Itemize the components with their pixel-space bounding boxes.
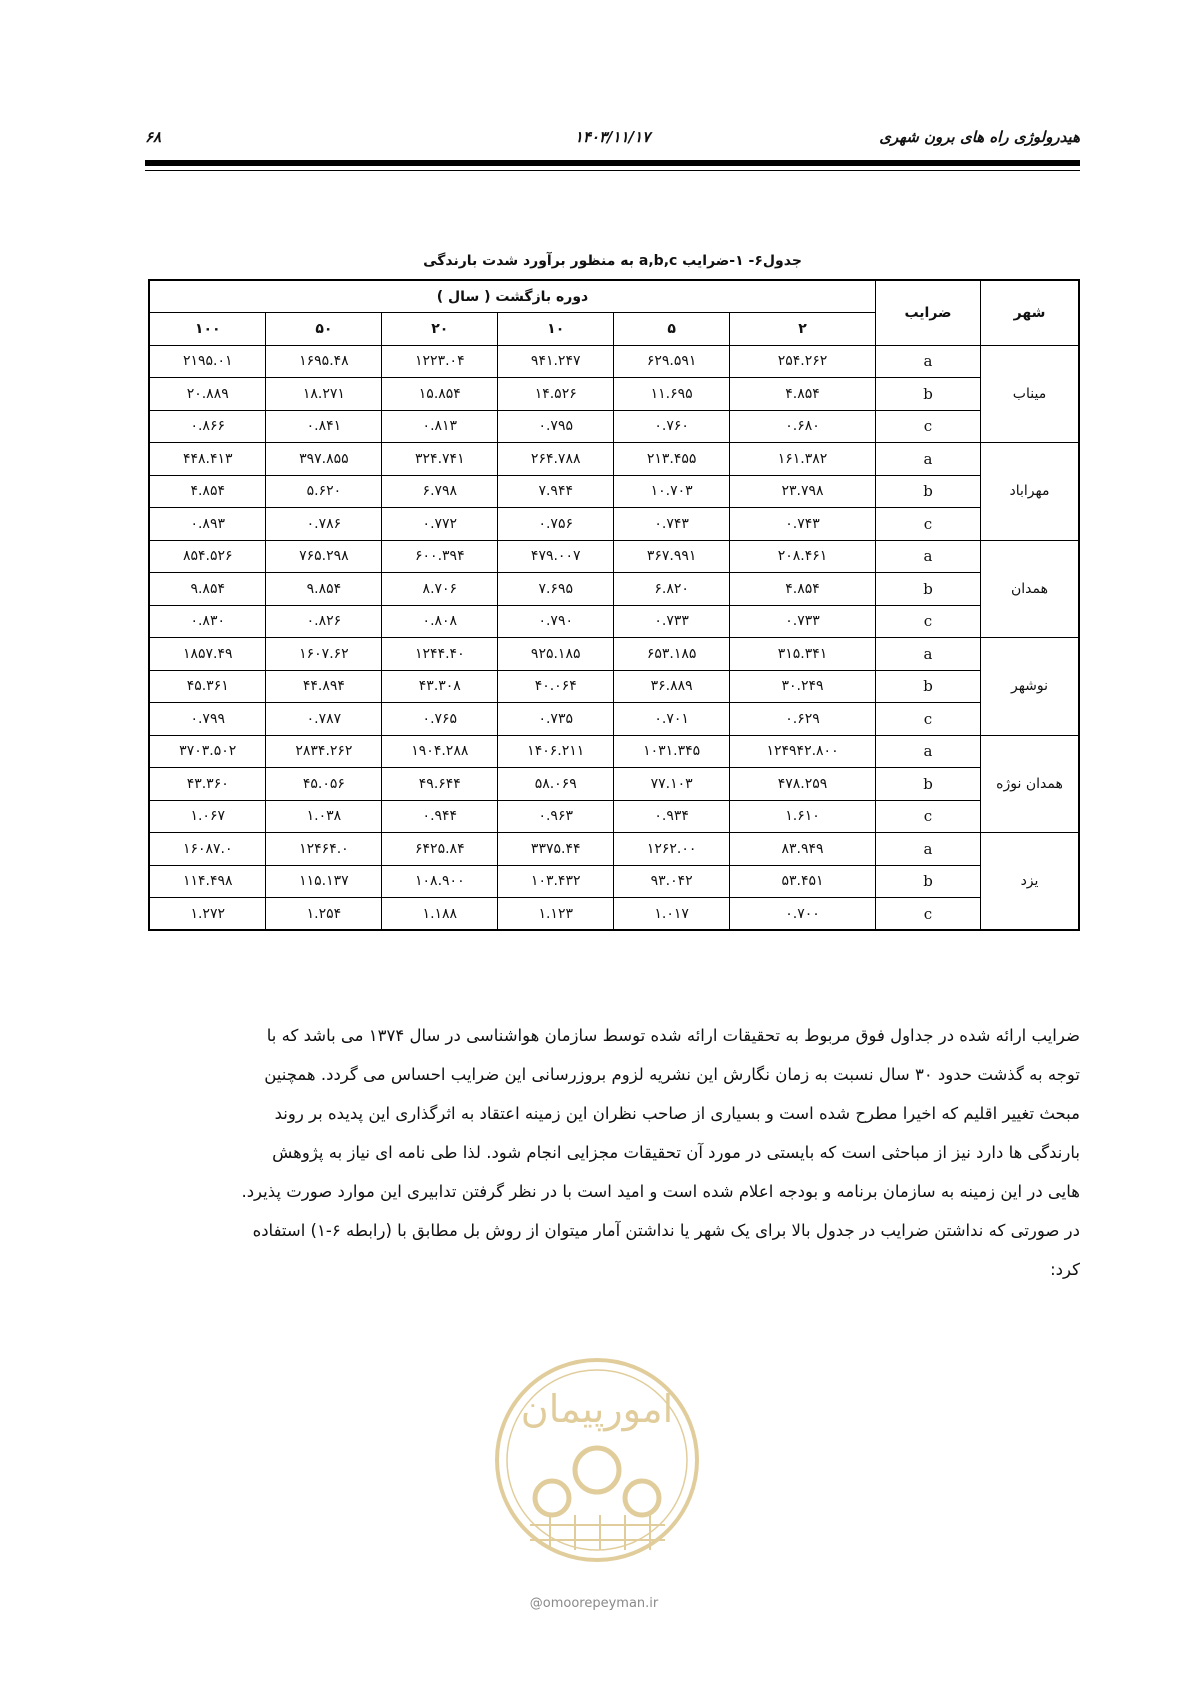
- value-cell: ۸.۷۰۶: [382, 573, 498, 606]
- value-cell: ۱.۱۸۸: [382, 898, 498, 931]
- value-cell: ۴۴۸.۴۱۳: [149, 443, 266, 476]
- value-cell: ۲۰۸.۴۶۱: [730, 540, 876, 573]
- coefficient-cell: b: [876, 768, 981, 801]
- value-cell: ۴۳.۳۰۸: [382, 670, 498, 703]
- value-cell: ۰.۷۰۰: [730, 898, 876, 931]
- value-cell: ۶.۸۲۰: [614, 573, 730, 606]
- table-row: [149, 703, 1079, 736]
- value-cell: ۲۰.۸۸۹: [149, 378, 266, 411]
- page-number: ۶۸: [145, 128, 162, 146]
- value-cell: ۱۹۰۴.۲۸۸: [382, 735, 498, 768]
- coefficient-cell: a: [876, 540, 981, 573]
- value-cell: ۲۶۴.۷۸۸: [498, 443, 614, 476]
- value-cell: ۰.۷۰۱: [614, 703, 730, 736]
- value-cell: ۳۶.۸۸۹: [614, 670, 730, 703]
- book-title: هیدرولوژی راه های برون شهری: [879, 128, 1080, 146]
- header-date: ۱۴۰۳/۱۱/۱۷: [574, 128, 651, 146]
- value-cell: ۳۰.۲۴۹: [730, 670, 876, 703]
- value-cell: ۰.۹۶۳: [498, 800, 614, 833]
- value-cell: ۱۶۹۵.۴۸: [266, 345, 382, 378]
- value-cell: ۹۲۵.۱۸۵: [498, 638, 614, 671]
- value-cell: ۸۵۴.۵۲۶: [149, 540, 266, 573]
- watermark-site: @omoorepeyman.ir: [529, 1596, 659, 1611]
- value-cell: ۱۵.۸۵۴: [382, 378, 498, 411]
- value-cell: ۰.۷۳۵: [498, 703, 614, 736]
- coefficient-cell: a: [876, 735, 981, 768]
- value-cell: ۱۲۶۲.۰۰: [614, 833, 730, 866]
- table-caption: جدول۶- ۱-ضرایب a,b,c به منظور برآورد شدت بارندگی: [423, 253, 802, 269]
- table-row: [149, 345, 1079, 378]
- value-cell: ۰.۶۲۹: [730, 703, 876, 736]
- value-cell: ۴۳.۳۶۰: [149, 768, 266, 801]
- value-cell: ۱۶۰۸۷.۰: [149, 833, 266, 866]
- value-cell: ۲۳.۷۹۸: [730, 475, 876, 508]
- value-cell: ۳۲۴.۷۴۱: [382, 443, 498, 476]
- value-cell: ۴.۸۵۴: [730, 573, 876, 606]
- table-row: [149, 573, 1079, 606]
- value-cell: ۳۷۰۳.۵۰۲: [149, 735, 266, 768]
- value-cell: ۲۵۴.۲۶۲: [730, 345, 876, 378]
- value-cell: ۱۲۲۳.۰۴: [382, 345, 498, 378]
- value-cell: ۱۰۳۱.۳۴۵: [614, 735, 730, 768]
- body-paragraph: [145, 1016, 1080, 1289]
- value-cell: ۱۶۰۷.۶۲: [266, 638, 382, 671]
- table-row: [149, 638, 1079, 671]
- value-cell: ۰.۷۴۳: [730, 508, 876, 541]
- value-cell: ۴.۸۵۴: [730, 378, 876, 411]
- value-cell: ۹۴۱.۲۴۷: [498, 345, 614, 378]
- header-city: شهر: [981, 280, 1080, 345]
- period-cell: ۱۰۰: [149, 313, 266, 346]
- value-cell: ۰.۷۳۳: [730, 605, 876, 638]
- coefficient-cell: c: [876, 605, 981, 638]
- period-cell: ۲: [730, 313, 876, 346]
- value-cell: ۲۱۳.۴۵۵: [614, 443, 730, 476]
- period-cell: ۱۰: [498, 313, 614, 346]
- value-cell: ۹.۸۵۴: [266, 573, 382, 606]
- table-row: [149, 378, 1079, 411]
- period-cell: ۲۰: [382, 313, 498, 346]
- table-row: [149, 670, 1079, 703]
- coefficient-cell: a: [876, 345, 981, 378]
- value-cell: ۰.۷۵۶: [498, 508, 614, 541]
- header-coefficient: ضرایب: [876, 280, 981, 345]
- watermark-logo: [490, 1350, 705, 1590]
- value-cell: ۱۲۴۴.۴۰: [382, 638, 498, 671]
- value-cell: ۰.۷۹۹: [149, 703, 266, 736]
- coefficient-cell: c: [876, 898, 981, 931]
- value-cell: ۴.۸۵۴: [149, 475, 266, 508]
- paragraph-line: هایی در این زمینه به سازمان برنامه و بودجه اعلام شده است و امید است با در نظر گرفتن تدابیری این موارد صورت پذیرد.: [241, 1182, 1080, 1201]
- value-cell: ۰.۷۹۰: [498, 605, 614, 638]
- value-cell: ۹۳.۰۴۲: [614, 865, 730, 898]
- value-cell: ۶۲۹.۵۹۱: [614, 345, 730, 378]
- value-cell: ۱۸۵۷.۴۹: [149, 638, 266, 671]
- value-cell: ۹.۸۵۴: [149, 573, 266, 606]
- value-cell: ۰.۷۶۵: [382, 703, 498, 736]
- value-cell: ۴۰.۰۶۴: [498, 670, 614, 703]
- value-cell: ۴۴.۸۹۴: [266, 670, 382, 703]
- table-row: [149, 768, 1079, 801]
- value-cell: ۴۹.۶۴۴: [382, 768, 498, 801]
- coefficient-cell: b: [876, 573, 981, 606]
- value-cell: ۳۳۷۵.۴۴: [498, 833, 614, 866]
- city-cell: یزد: [981, 833, 1080, 931]
- value-cell: ۱.۰۳۸: [266, 800, 382, 833]
- table-row: [149, 475, 1079, 508]
- paragraph-line: در صورتی که نداشتن ضرایب در جدول بالا برای یک شهر یا نداشتن آمار میتوان از روش بل مطابق با (رابطه ۶-۱) استفاده: [252, 1221, 1080, 1240]
- value-cell: ۰.۷۸۷: [266, 703, 382, 736]
- value-cell: ۶.۷۹۸: [382, 475, 498, 508]
- value-cell: ۵۸.۰۶۹: [498, 768, 614, 801]
- table-row: [149, 833, 1079, 866]
- paragraph-line: توجه به گذشت حدود ۳۰ سال نسبت به زمان نگارش این نشریه لزوم بروزرسانی این ضرایب احساس می گردد. همچنین: [264, 1065, 1080, 1084]
- value-cell: ۶۵۳.۱۸۵: [614, 638, 730, 671]
- value-cell: ۴۵.۳۶۱: [149, 670, 266, 703]
- value-cell: ۰.۹۴۴: [382, 800, 498, 833]
- value-cell: ۱.۰۱۷: [614, 898, 730, 931]
- value-cell: ۲۸۳۴.۲۶۲: [266, 735, 382, 768]
- header-rule-thin: [145, 170, 1080, 171]
- value-cell: ۱۱۵.۱۳۷: [266, 865, 382, 898]
- value-cell: ۰.۸۳۰: [149, 605, 266, 638]
- value-cell: ۱۲۴۹۴۲.۸۰۰: [730, 735, 876, 768]
- city-cell: همدان نوژه: [981, 735, 1080, 833]
- value-cell: ۰.۸۲۶: [266, 605, 382, 638]
- value-cell: ۰.۷۳۳: [614, 605, 730, 638]
- value-cell: ۴۷۸.۲۵۹: [730, 768, 876, 801]
- coefficient-cell: c: [876, 703, 981, 736]
- value-cell: ۵۳.۴۵۱: [730, 865, 876, 898]
- value-cell: ۳۹۷.۸۵۵: [266, 443, 382, 476]
- coefficient-cell: c: [876, 800, 981, 833]
- value-cell: ۷۶۵.۲۹۸: [266, 540, 382, 573]
- header-return-period: دوره بازگشت ( سال ): [149, 280, 876, 313]
- period-cell: ۵۰: [266, 313, 382, 346]
- value-cell: ۱۰.۷۰۳: [614, 475, 730, 508]
- value-cell: ۶۴۲۵.۸۴: [382, 833, 498, 866]
- value-cell: ۱۱.۶۹۵: [614, 378, 730, 411]
- value-cell: ۰.۷۷۲: [382, 508, 498, 541]
- value-cell: ۷.۶۹۵: [498, 573, 614, 606]
- value-cell: ۱۲۴۶۴.۰: [266, 833, 382, 866]
- value-cell: ۱۰۳.۴۳۲: [498, 865, 614, 898]
- city-cell: میناب: [981, 345, 1080, 443]
- value-cell: ۲۱۹۵.۰۱: [149, 345, 266, 378]
- coefficient-cell: a: [876, 638, 981, 671]
- value-cell: ۰.۹۳۴: [614, 800, 730, 833]
- value-cell: ۰.۸۱۳: [382, 410, 498, 443]
- coefficient-cell: b: [876, 670, 981, 703]
- period-cell: ۵: [614, 313, 730, 346]
- paragraph-line: کرد:: [1050, 1260, 1080, 1279]
- coefficient-cell: c: [876, 508, 981, 541]
- table-row: [149, 508, 1079, 541]
- value-cell: ۰.۷۴۳: [614, 508, 730, 541]
- value-cell: ۰.۷۸۶: [266, 508, 382, 541]
- value-cell: ۱.۲۵۴: [266, 898, 382, 931]
- value-cell: ۰.۸۶۶: [149, 410, 266, 443]
- coefficient-cell: a: [876, 443, 981, 476]
- value-cell: ۱۶۱.۳۸۲: [730, 443, 876, 476]
- value-cell: ۱.۲۷۲: [149, 898, 266, 931]
- watermark-logo-text: امورپیمان: [520, 1387, 674, 1431]
- paragraph-line: ضرایب ارائه شده در جداول فوق مربوط به تحقیقات ارائه شده توسط سازمان هواشناسی در سال ۱۳۷۴ می باشد که با: [266, 1026, 1080, 1045]
- value-cell: ۳۱۵.۳۴۱: [730, 638, 876, 671]
- coefficient-cell: a: [876, 833, 981, 866]
- table-row: [149, 540, 1079, 573]
- city-cell: همدان: [981, 540, 1080, 638]
- value-cell: ۰.۷۶۰: [614, 410, 730, 443]
- table-row: [149, 735, 1079, 768]
- table-row: [149, 605, 1079, 638]
- value-cell: ۷.۹۴۴: [498, 475, 614, 508]
- city-cell: نوشهر: [981, 638, 1080, 736]
- value-cell: ۷۷.۱۰۳: [614, 768, 730, 801]
- header-rule-thick: [145, 160, 1080, 166]
- coefficients-table: [148, 279, 1080, 931]
- value-cell: ۳۶۷.۹۹۱: [614, 540, 730, 573]
- value-cell: ۱۱۴.۴۹۸: [149, 865, 266, 898]
- value-cell: ۱.۱۲۳: [498, 898, 614, 931]
- table-row: [149, 800, 1079, 833]
- value-cell: ۰.۶۸۰: [730, 410, 876, 443]
- value-cell: ۱۴۰۶.۲۱۱: [498, 735, 614, 768]
- value-cell: ۱۰۸.۹۰۰: [382, 865, 498, 898]
- value-cell: ۴۷۹.۰۰۷: [498, 540, 614, 573]
- coefficient-cell: b: [876, 865, 981, 898]
- value-cell: ۵.۶۲۰: [266, 475, 382, 508]
- value-cell: ۶۰۰.۳۹۴: [382, 540, 498, 573]
- table-row: [149, 410, 1079, 443]
- page-header: [145, 128, 1080, 158]
- city-cell: مهراباد: [981, 443, 1080, 541]
- table-row: [149, 865, 1079, 898]
- value-cell: ۰.۸۰۸: [382, 605, 498, 638]
- table-row: [149, 898, 1079, 931]
- coefficient-cell: b: [876, 378, 981, 411]
- value-cell: ۱۴.۵۲۶: [498, 378, 614, 411]
- coefficient-cell: b: [876, 475, 981, 508]
- paragraph-line: مبحث تغییر اقلیم که اخیرا مطرح شده است و بسیاری از صاحب نظران این زمینه اعتقاد به اثرگذاری این پدیده بر روند: [274, 1104, 1080, 1123]
- table-row: [149, 443, 1079, 476]
- value-cell: ۱.۶۱۰: [730, 800, 876, 833]
- value-cell: ۱۸.۲۷۱: [266, 378, 382, 411]
- value-cell: ۰.۸۴۱: [266, 410, 382, 443]
- value-cell: ۸۳.۹۴۹: [730, 833, 876, 866]
- value-cell: ۴۵.۰۵۶: [266, 768, 382, 801]
- coefficient-cell: c: [876, 410, 981, 443]
- value-cell: ۰.۷۹۵: [498, 410, 614, 443]
- value-cell: ۰.۸۹۳: [149, 508, 266, 541]
- paragraph-line: بارندگی ها دارد نیز از مباحثی است که بایستی در مورد آن تحقیقات مجزایی انجام شود. لذا طی نامه ای نیاز به پژوهش: [272, 1143, 1080, 1162]
- value-cell: ۱.۰۶۷: [149, 800, 266, 833]
